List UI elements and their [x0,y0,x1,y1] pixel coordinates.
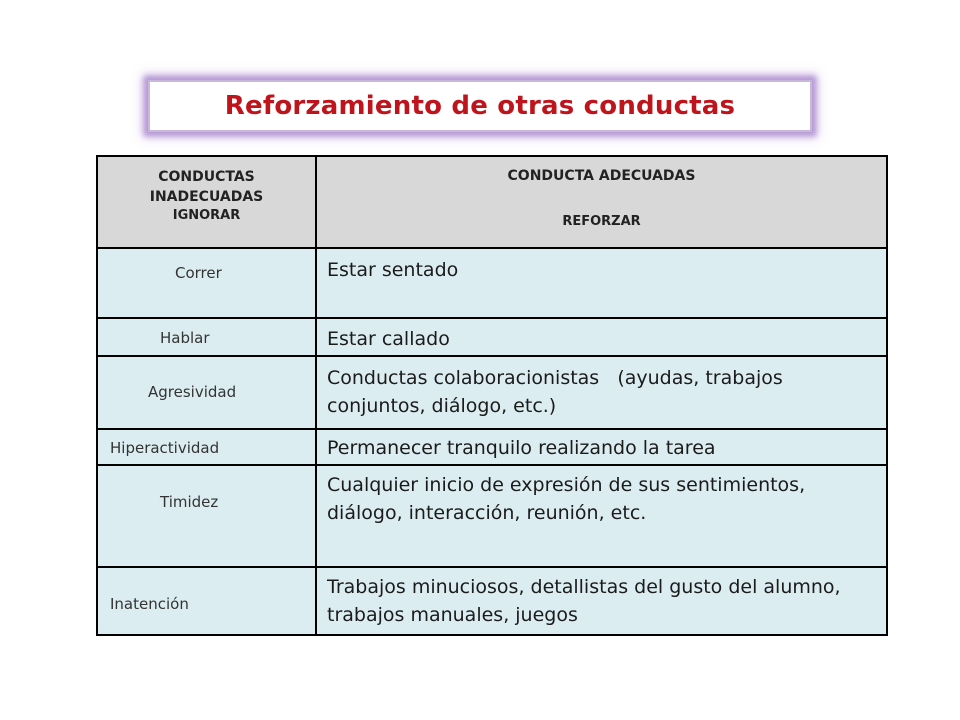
cell-adecuada: Conductas colaboracionistas (ayudas, trabajos conjuntos, diálogo, etc.) [316,356,887,429]
inadecuada-text: Hablar [160,329,210,347]
cell-adecuada: Permanecer tranquilo realizando la tarea [316,429,887,465]
header-inadecuadas [97,156,316,248]
inadecuada-text: Correr [175,264,222,282]
header-inadecuadas-line2: INADECUADAS [149,189,264,205]
header-reforzar: REFORZAR [562,214,641,229]
cell-adecuada: Estar callado [316,318,887,356]
table-row [97,248,887,318]
inadecuada-text: Inatención [110,595,189,613]
cell-inadecuada [97,318,316,356]
table-row [97,429,887,465]
inadecuada-text: Timidez [160,493,219,511]
table-row [97,465,887,567]
table-row [97,318,887,356]
cell-inadecuada [97,356,316,429]
cell-inadecuada [97,465,316,567]
cell-inadecuada [97,429,316,465]
table-header-row [97,156,887,248]
table-row [97,356,887,429]
cell-adecuada: Cualquier inicio de expresión de sus sentimientos, diálogo, interacción, reunión, etc. [316,465,887,567]
inadecuada-text: Hiperactividad [110,439,220,457]
cell-adecuada: Estar sentado [316,248,887,318]
title-banner [148,80,812,132]
cell-inadecuada [97,567,316,635]
cell-inadecuada [97,248,316,318]
table-row [97,567,887,635]
cell-adecuada: Trabajos minuciosos, detallistas del gusto del alumno, trabajos manuales, juegos [316,567,887,635]
header-adecuadas [316,156,887,248]
inadecuada-text: Agresividad [148,383,237,401]
header-ignorar: IGNORAR [172,208,241,223]
page-title: Reforzamiento de otras conductas [224,91,736,121]
header-inadecuadas-line1: CONDUCTAS [158,169,255,185]
header-adecuadas-line1: CONDUCTA ADECUADAS [507,168,696,184]
behaviors-table [96,155,888,636]
